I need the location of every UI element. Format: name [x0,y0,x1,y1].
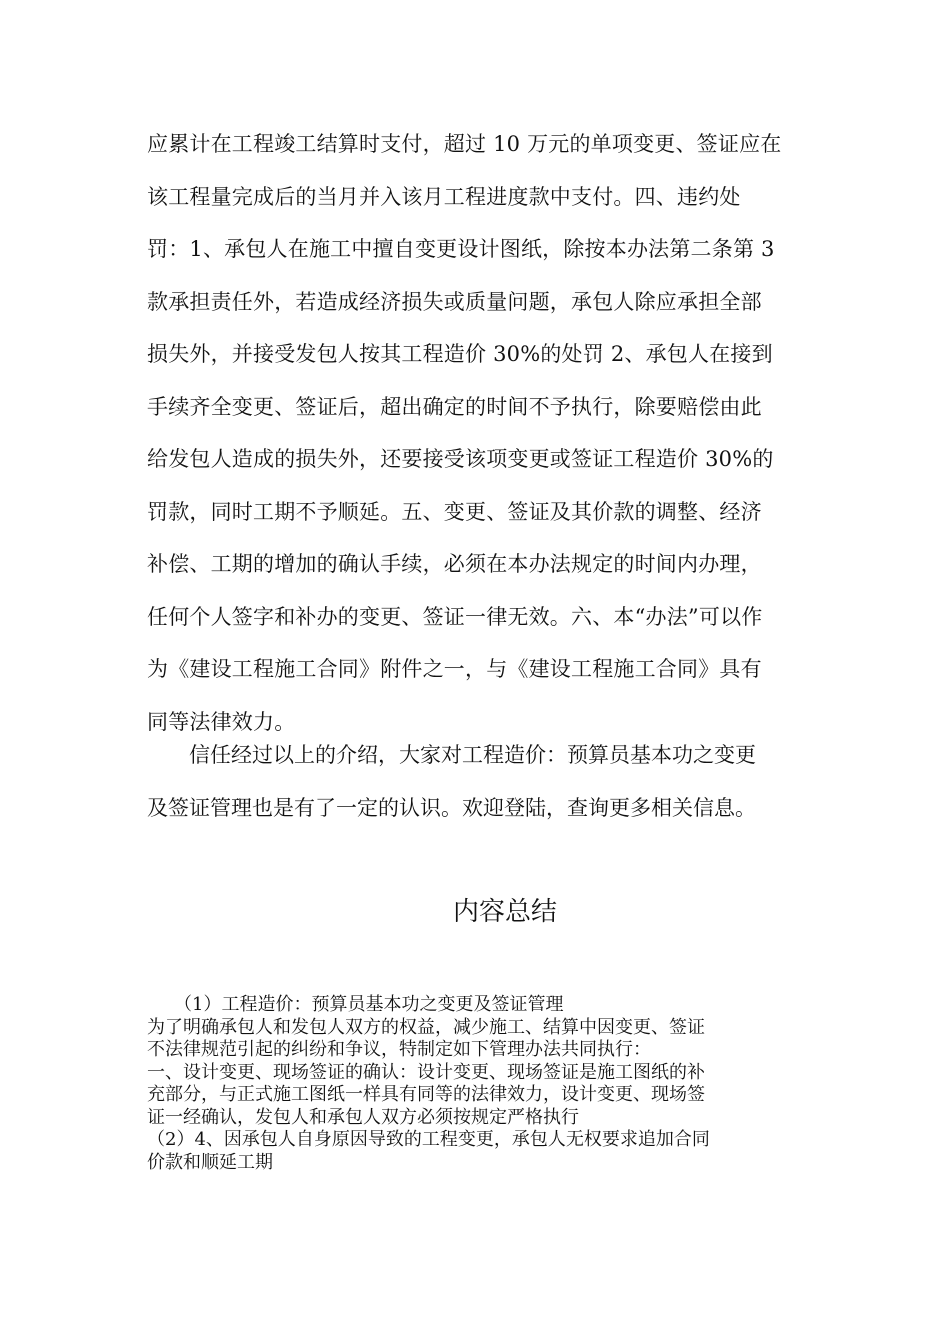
summary-line: 价款和顺延工期 [147,1151,273,1173]
closing-line: 及签证管理也是有了一定的认识。欢迎登陆，查询更多相关信息。 [147,795,756,820]
body-line: 款承担责任外，若造成经济损失或质量问题，承包人除应承担全部 [147,289,762,314]
body-line: 应累计在工程竣工结算时支付，超过 10 万元的单项变更、签证应在 [147,132,782,156]
summary-line: （2）4、因承包人自身原因导致的工程变更，承包人无权要求追加合同 [147,1129,710,1150]
closing-line: 信任经过以上的介绍，大家对工程造价：预算员基本功之变更 [147,743,756,767]
body-line: 罚款，同时工期不予顺延。五、变更、签证及其价款的调整、经济 [147,499,762,524]
body-line: 该工程量完成后的当月并入该月工程进度款中支付。四、违约处 [147,184,741,209]
summary-line: 一、设计变更、现场签证的确认：设计变更、现场签证是施工图纸的补 [147,1061,705,1083]
summary-line: 证一经确认，发包人和承包人双方必须按规定严格执行 [147,1106,579,1128]
body-line: 手续齐全变更、签证后，超出确定的时间不予执行，除要赔偿由此 [147,394,762,419]
body-line: 损失外，并接受发包人按其工程造价 30%的处罚 2、承包人在接到 [147,342,773,366]
summary-line: 不法律规范引起的纠纷和争议，特制定如下管理办法共同执行： [147,1039,651,1060]
body-line: 为《建设工程施工合同》附件之一，与《建设工程施工合同》具有 [147,657,762,681]
body-line: 同等法律效力。 [147,709,296,734]
summary-line: 为了明确承包人和发包人双方的权益，减少施工、结算中因变更、签证 [147,1016,705,1038]
body-line: 罚：1、承包人在施工中擅自变更设计图纸，除按本办法第二条第 3 [147,237,775,261]
body-paragraph [147,118,807,748]
body-line: 补偿、工期的增加的确认手续，必须在本办法规定的时间内办理， [147,552,762,576]
body-line: 任何个人签字和补办的变更、签证一律无效。六、本“办法”可以作 [147,604,763,629]
summary-body [147,994,807,1174]
body-line: 给发包人造成的损失外，还要接受该项变更或签证工程造价 30%的 [147,447,774,471]
summary-title: 内容总结 [452,897,557,927]
summary-line: 充部分，与正式施工图纸一样具有同等的法律效力，设计变更、现场签 [147,1084,705,1105]
summary-line: （1）工程造价：预算员基本功之变更及签证管理 [147,994,564,1015]
closing-paragraph [147,729,807,834]
